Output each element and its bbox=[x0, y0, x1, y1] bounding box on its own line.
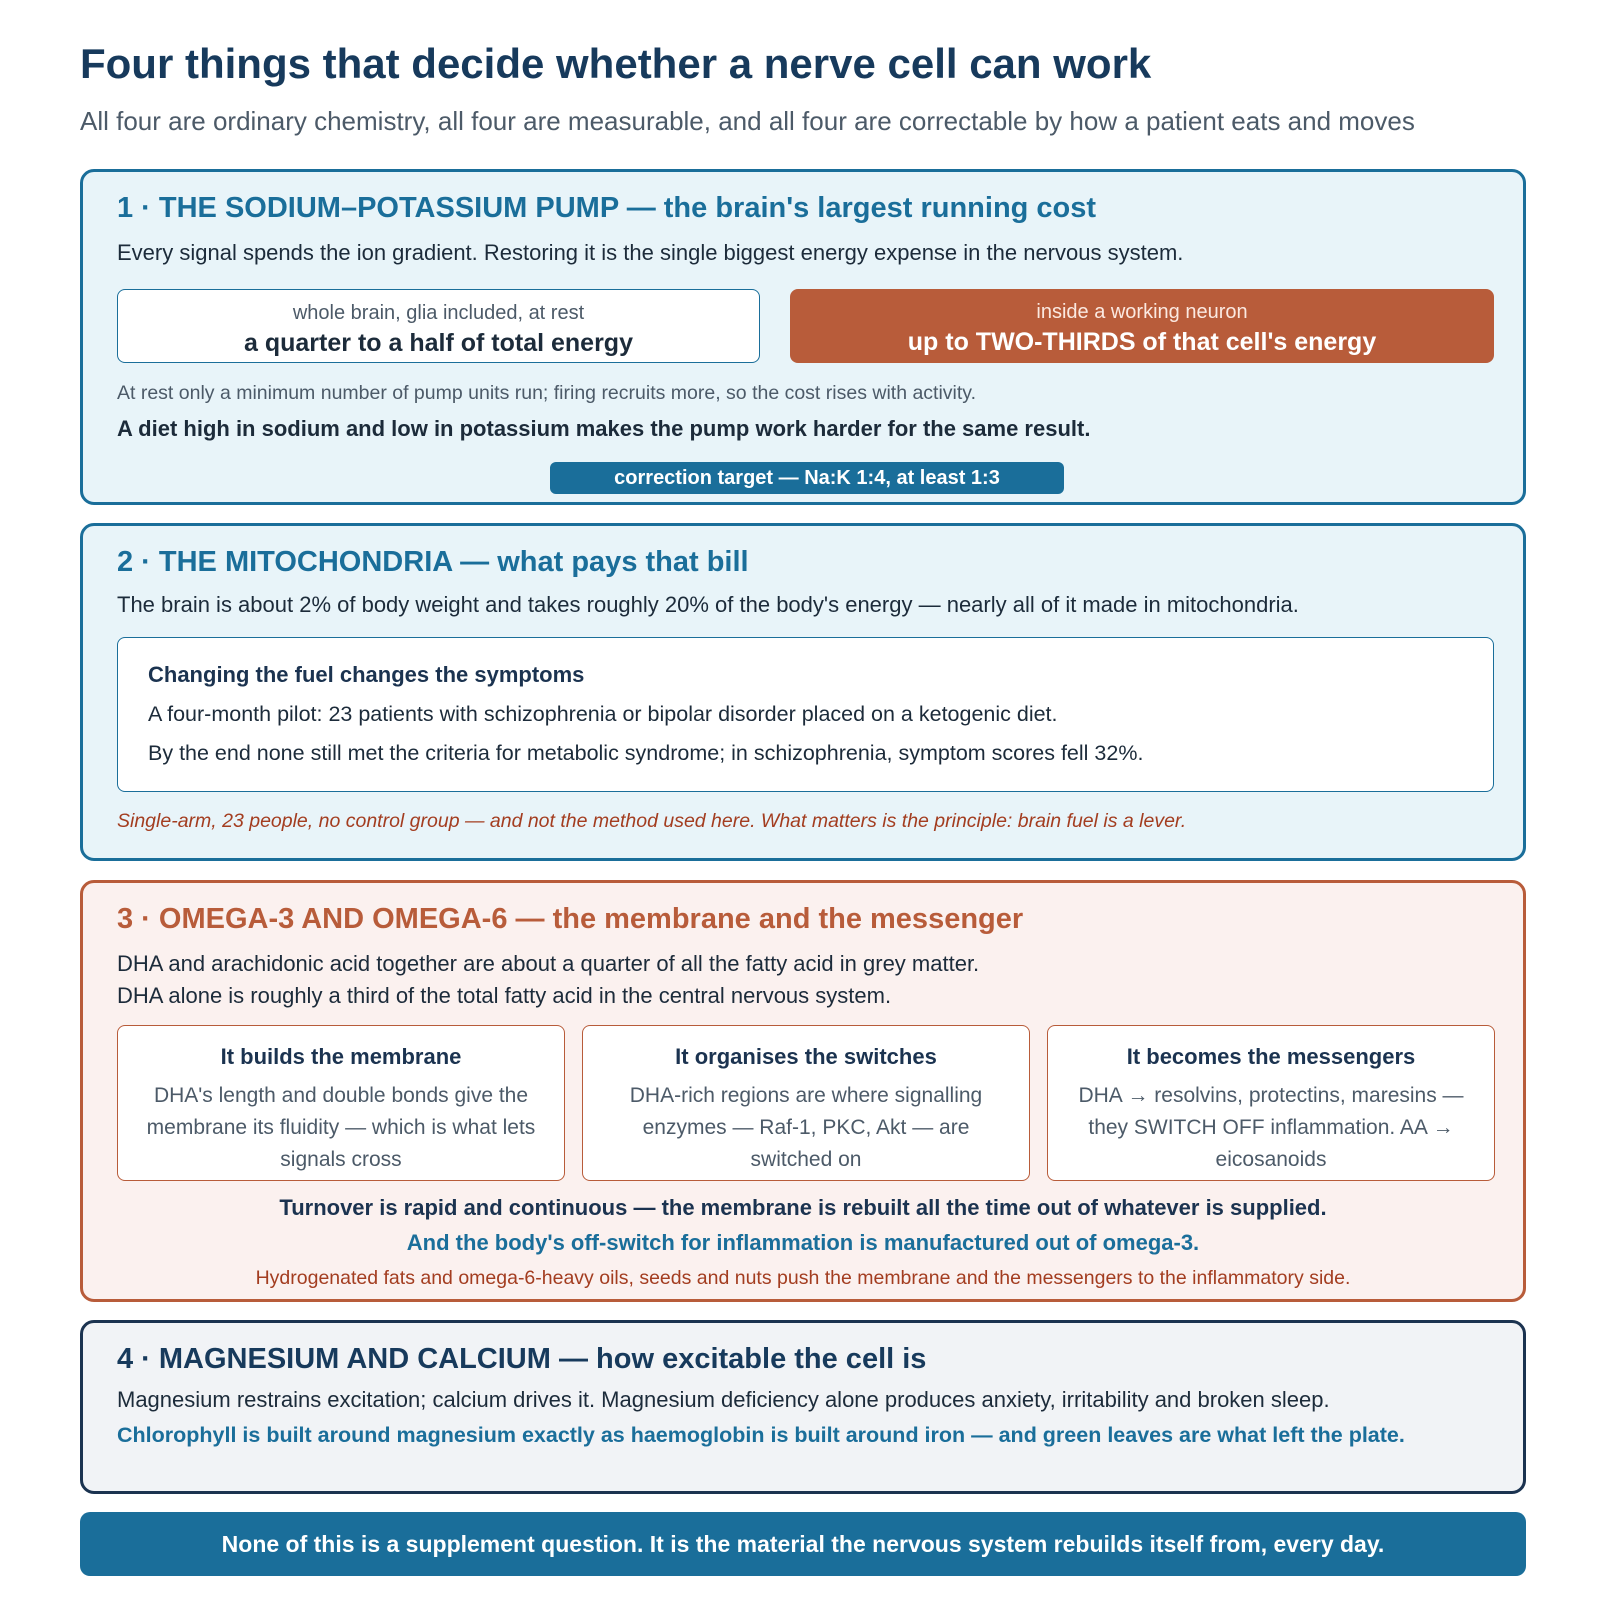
card-body: DHA-rich regions are where signalling enzymes — Raf-1, PKC, Akt — are switched on bbox=[629, 1084, 983, 1171]
section-note: At rest only a minimum number of pump units run; firing recruits more, so the cost rises with activity. bbox=[117, 382, 977, 404]
page-title: Four things that decide whether a nerve cell can work bbox=[80, 40, 1152, 87]
section-sodium-potassium-pump bbox=[80, 169, 1526, 505]
study-box bbox=[117, 637, 1494, 792]
study-heading: Changing the fuel changes the symptoms bbox=[148, 662, 585, 687]
stat-box-working-neuron bbox=[790, 289, 1494, 363]
section-intro: Magnesium restrains excitation; calcium drives it. Magnesium deficiency alone produces anxiety, irritability and broken sleep. bbox=[117, 1387, 1330, 1412]
section-mitochondria bbox=[80, 523, 1526, 861]
off-switch-statement: And the body's off-switch for inflammation is manufactured out of omega-3. bbox=[406, 1230, 1200, 1255]
section-emphasis: Chlorophyll is built around magnesium exactly as haemoglobin is built around iron — and green leaves are what left the plate. bbox=[117, 1423, 1405, 1447]
section-heading: 4 · MAGNESIUM AND CALCIUM — how excitable the cell is bbox=[117, 1343, 927, 1375]
section-magnesium-calcium bbox=[80, 1320, 1526, 1494]
section-heading: 3 · OMEGA-3 AND OMEGA-6 — the membrane and the messenger bbox=[117, 903, 1024, 935]
stat-label: inside a working neuron bbox=[1036, 301, 1248, 323]
study-line: By the end none still met the criteria for metabolic syndrome; in schizophrenia, symptom scores fell 32%. bbox=[148, 741, 1144, 765]
section-intro: The brain is about 2% of body weight and takes roughly 20% of the body's energy — nearly all of it made in mitochondria. bbox=[117, 592, 1299, 617]
section-heading: 2 · THE MITOCHONDRIA — what pays that bill bbox=[117, 546, 749, 578]
card-organises-switches bbox=[582, 1025, 1030, 1181]
card-title: It organises the switches bbox=[675, 1044, 937, 1069]
card-body: DHA's length and double bonds give the membrane its fluidity — which is what lets signals cross bbox=[146, 1084, 536, 1171]
card-title: It builds the membrane bbox=[220, 1044, 462, 1069]
turnover-statement: Turnover is rapid and continuous — the membrane is rebuilt all the time out of whatever is supplied. bbox=[279, 1195, 1327, 1220]
section-intro: DHA alone is roughly a third of the total fatty acid in the central nervous system. bbox=[117, 983, 892, 1008]
study-caveat: Single-arm, 23 people, no control group — and not the method used here. What matters is the principle: brain fuel is a lever. bbox=[117, 810, 1187, 832]
inflammatory-warning: Hydrogenated fats and omega-6-heavy oils, seeds and nuts push the membrane and the messengers to the inflammatory side. bbox=[255, 1267, 1351, 1289]
card-title: It becomes the messengers bbox=[1126, 1044, 1416, 1069]
stat-value: up to TWO-THIRDS of that cell's energy bbox=[907, 328, 1377, 356]
card-becomes-messengers bbox=[1047, 1025, 1495, 1181]
section-emphasis: A diet high in sodium and low in potassium makes the pump work harder for the same result. bbox=[117, 416, 1091, 441]
card-body: DHA → resolvins, protectins, maresins — they SWITCH OFF inflammation. AA → eicosanoids bbox=[1078, 1084, 1464, 1171]
page-subtitle: All four are ordinary chemistry, all four are measurable, and all four are correctable by how a patient eats and moves bbox=[80, 106, 1415, 136]
study-line: A four-month pilot: 23 patients with schizophrenia or bipolar disorder placed on a ketogenic diet. bbox=[148, 702, 1058, 726]
card-builds-membrane bbox=[117, 1025, 565, 1181]
footer-banner: None of this is a supplement question. It is the material the nervous system rebuilds itself from, every day. bbox=[80, 1512, 1526, 1576]
section-omega-fatty-acids bbox=[80, 880, 1526, 1302]
section-intro: DHA and arachidonic acid together are about a quarter of all the fatty acid in grey matter. bbox=[117, 951, 980, 976]
section-intro: Every signal spends the ion gradient. Restoring it is the single biggest energy expense in the nervous system. bbox=[117, 240, 1184, 265]
stat-value: a quarter to a half of total energy bbox=[244, 329, 633, 357]
stat-box-whole-brain bbox=[117, 289, 760, 363]
correction-target-badge: correction target — Na:K 1:4, at least 1:3 bbox=[550, 462, 1064, 494]
stat-label: whole brain, glia included, at rest bbox=[292, 302, 585, 324]
section-heading: 1 · THE SODIUM–POTASSIUM PUMP — the brain's largest running cost bbox=[117, 192, 1097, 224]
